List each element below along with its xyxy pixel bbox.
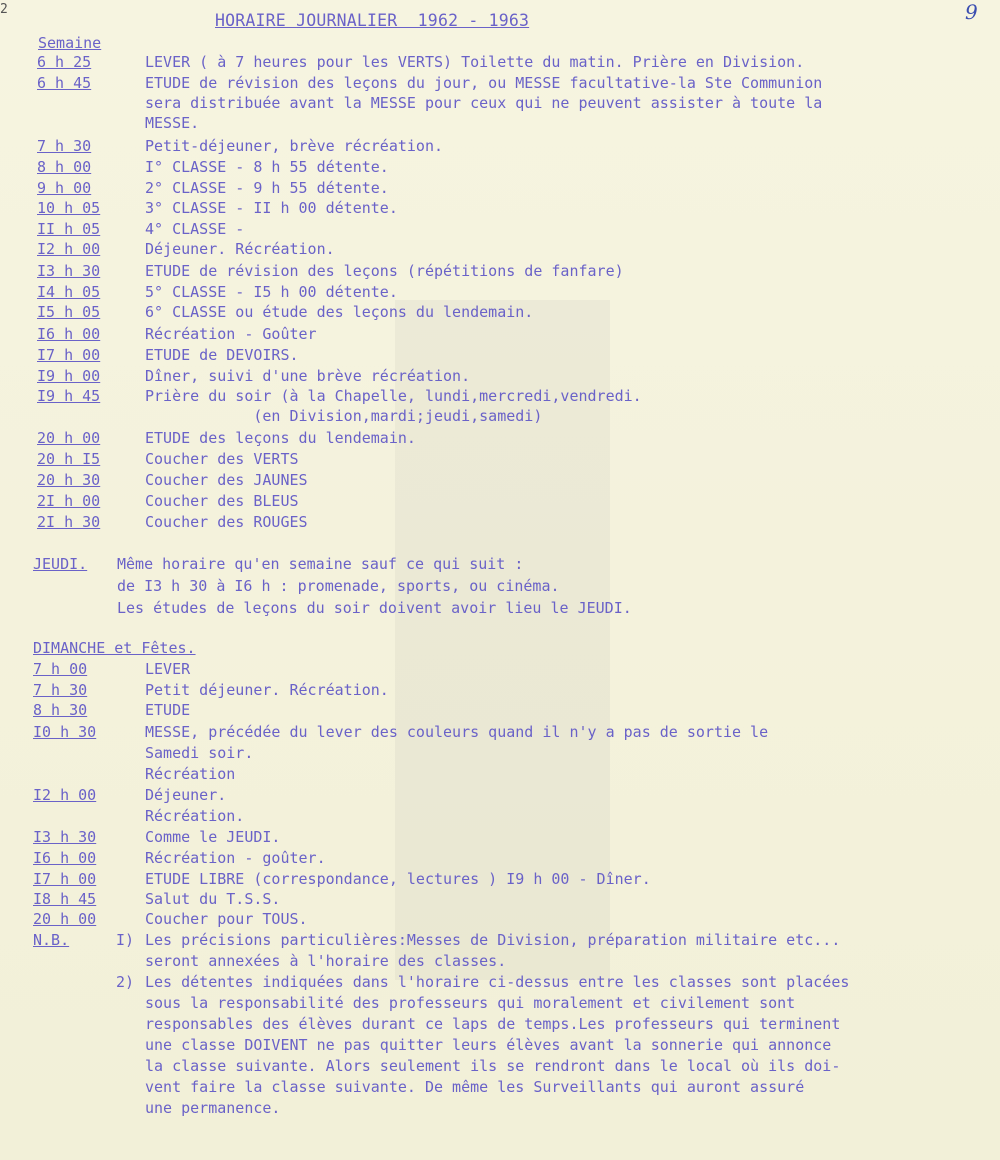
schedule-time: 6 h 25 <box>37 53 92 71</box>
note-number: I) <box>116 931 135 949</box>
notes-label: N.B. <box>33 931 70 949</box>
schedule-activity: LEVER ( à 7 heures pour les VERTS) Toilette du matin. Prière en Division. <box>145 53 805 71</box>
schedule-time: 9 h 00 <box>37 179 92 197</box>
note-line: la classe suivante. Alors seulement ils se rendront dans le local où ils doi- <box>145 1057 841 1075</box>
document-title: HORAIRE JOURNALIER 1962 - 1963 <box>215 11 530 30</box>
note-line: Les précisions particulières:Messes de Division, préparation militaire etc... <box>145 931 841 949</box>
schedule-activity: 5° CLASSE - I5 h 00 détente. <box>145 283 398 301</box>
schedule-activity: ETUDE des leçons du lendemain. <box>145 429 416 447</box>
thursday-line: de I3 h 30 à I6 h : promenade, sports, ou cinéma. <box>117 577 560 595</box>
schedule-time: I7 h 00 <box>37 346 101 364</box>
schedule-activity: Petit déjeuner. Récréation. <box>145 681 389 699</box>
schedule-activity: Coucher des BLEUS <box>145 492 299 510</box>
schedule-activity: Déjeuner. Récréation. <box>145 240 335 258</box>
schedule-time: I8 h 45 <box>33 890 97 908</box>
schedule-time: I4 h 05 <box>37 283 101 301</box>
schedule-time: 10 h 05 <box>37 199 101 217</box>
schedule-activity: Récréation. <box>145 807 245 825</box>
schedule-activity: Coucher des JAUNES <box>145 471 308 489</box>
note-line: Les détentes indiquées dans l'horaire ci-dessus entre les classes sont placées <box>145 973 850 991</box>
schedule-activity: I° CLASSE - 8 h 55 détente. <box>145 158 389 176</box>
schedule-activity: Déjeuner. <box>145 786 227 804</box>
schedule-activity: Dîner, suivi d'une brève récréation. <box>145 367 471 385</box>
schedule-time: 2I h 30 <box>37 513 101 531</box>
schedule-activity: 3° CLASSE - II h 00 détente. <box>145 199 398 217</box>
note-line: responsables des élèves durant ce laps de temps.Les professeurs qui terminent <box>145 1015 841 1033</box>
schedule-activity: sera distribuée avant la MESSE pour ceux qui ne peuvent assister à toute la <box>145 94 823 112</box>
schedule-time: 8 h 30 <box>33 701 88 719</box>
thursday-line: Les études de leçons du soir doivent avoir lieu le JEUDI. <box>117 599 632 617</box>
schedule-time: 20 h 00 <box>37 429 101 447</box>
schedule-activity: 2° CLASSE - 9 h 55 détente. <box>145 179 389 197</box>
schedule-time: 20 h 30 <box>37 471 101 489</box>
schedule-time: 20 h 00 <box>33 910 97 928</box>
schedule-activity: ETUDE de DEVOIRS. <box>145 346 299 364</box>
schedule-activity: Petit-déjeuner, brève récréation. <box>145 137 444 155</box>
schedule-activity: LEVER <box>145 660 191 678</box>
week-heading: Semaine <box>38 34 102 52</box>
note-line: vent faire la classe suivante. De même les Surveillants qui auront assuré <box>145 1078 805 1096</box>
schedule-activity: Coucher des VERTS <box>145 450 299 468</box>
sunday-heading: DIMANCHE et Fêtes. <box>33 639 196 657</box>
schedule-activity: ETUDE de révision des leçons (répétitions de fanfare) <box>145 262 624 280</box>
schedule-time: I3 h 30 <box>33 828 97 846</box>
schedule-activity: Récréation <box>145 765 236 783</box>
schedule-activity: Salut du T.S.S. <box>145 890 281 908</box>
schedule-activity: Coucher des ROUGES <box>145 513 308 531</box>
schedule-activity: Prière du soir (à la Chapelle, lundi,mercredi,vendredi. <box>145 387 642 405</box>
schedule-activity: Récréation - goûter. <box>145 849 326 867</box>
schedule-activity: Comme le JEUDI. <box>145 828 281 846</box>
schedule-time: I5 h 05 <box>37 303 101 321</box>
schedule-time: 20 h I5 <box>37 450 101 468</box>
thursday-label: JEUDI. <box>33 555 88 573</box>
schedule-time: 2I h 00 <box>37 492 101 510</box>
schedule-activity: Coucher pour TOUS. <box>145 910 308 928</box>
schedule-time: I6 h 00 <box>33 849 97 867</box>
schedule-activity: ETUDE LIBRE (correspondance, lectures ) I9 h 00 - Dîner. <box>145 870 651 888</box>
schedule-time: I9 h 45 <box>37 387 101 405</box>
schedule-time: 6 h 45 <box>37 74 92 92</box>
schedule-time: 7 h 00 <box>33 660 88 678</box>
note-line: sous la responsabilité des professeurs qui moralement et civilement sont <box>145 994 796 1012</box>
schedule-activity: 4° CLASSE - <box>145 220 245 238</box>
schedule-activity: (en Division,mardi;jeudi,samedi) <box>145 407 543 425</box>
note-line: une classe DOIVENT ne pas quitter leurs élèves avant la sonnerie qui annonce <box>145 1036 832 1054</box>
schedule-time: I2 h 00 <box>33 786 97 804</box>
schedule-time: II h 05 <box>37 220 101 238</box>
schedule-time: 7 h 30 <box>37 137 92 155</box>
schedule-activity: 6° CLASSE ou étude des leçons du lendemain. <box>145 303 534 321</box>
note-line: seront annexées à l'horaire des classes. <box>145 952 507 970</box>
note-line: une permanence. <box>145 1099 281 1117</box>
schedule-time: I0 h 30 <box>33 723 97 741</box>
schedule-activity: ETUDE <box>145 701 191 719</box>
handwritten-mark: 9 <box>965 0 978 24</box>
schedule-time: I6 h 00 <box>37 325 101 343</box>
schedule-time: 8 h 00 <box>37 158 92 176</box>
schedule-activity: Récréation - Goûter <box>145 325 317 343</box>
schedule-activity: ETUDE de révision des leçons du jour, ou MESSE facultative-la Ste Communion <box>145 74 823 92</box>
schedule-time: 7 h 30 <box>33 681 88 699</box>
schedule-activity: Samedi soir. <box>145 744 254 762</box>
schedule-time: I7 h 00 <box>33 870 97 888</box>
schedule-activity: MESSE, précédée du lever des couleurs quand il n'y a pas de sortie le <box>145 723 769 741</box>
note-number: 2) <box>116 973 135 991</box>
schedule-time: I9 h 00 <box>37 367 101 385</box>
schedule-activity: MESSE. <box>145 114 200 132</box>
page-number: 2 <box>0 2 8 17</box>
thursday-line: Même horaire qu'en semaine sauf ce qui suit : <box>117 555 524 573</box>
schedule-time: I2 h 00 <box>37 240 101 258</box>
schedule-time: I3 h 30 <box>37 262 101 280</box>
